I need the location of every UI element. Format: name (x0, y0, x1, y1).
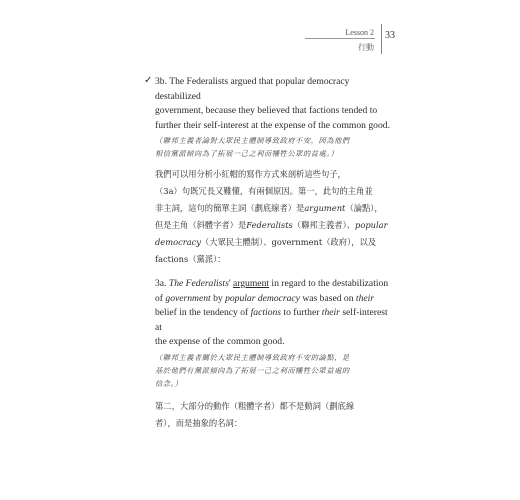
example-3a-translation-3: 信念。） (155, 378, 183, 388)
example-3a-line-2: of government by popular democracy was based on their (155, 292, 375, 304)
example-3a-line-1: 3a. The Federalists' argument in regard to the destabilization (155, 278, 389, 289)
example-3b (144, 75, 395, 160)
argument-italic: argument (304, 203, 346, 213)
analysis-line-3: 非主詞，這句的簡單主詞（劃底線者）是argument（論點）， (155, 203, 383, 213)
analysis-line-4: 但是主角（斜體字者）是Federalists（聯邦主義者）、popular (155, 220, 388, 230)
example-3b-translation-1: （聯邦主義者論對大眾民主體制導致政府不安，因為他們 (155, 136, 350, 145)
popular-italic: popular (355, 220, 388, 230)
lesson-label: Lesson 2 (345, 28, 374, 37)
analysis-line-2: （3a）句既冗長又難懂，有兩個原因。第一，此句的主角並 (155, 186, 373, 196)
analysis-line-5: democracy（大眾民主體制）、government（政府），以及 (155, 237, 377, 247)
example-3a-translation-2: 基於他們有黨派傾向為了拓展一己之利而犧牲公眾益處的 (155, 365, 350, 375)
example-3b-translation-2: 相信黨派傾向為了拓展一己之利而犧牲公眾的益處。） (155, 149, 339, 158)
second-point-line-1: 第二，大部分的動作（粗體字者）都不是動詞（劃底線 (155, 401, 355, 411)
header-rule (305, 38, 375, 39)
example-3b-line-3: further their self-interest at the expense of the common good. (155, 119, 390, 131)
second-point-paragraph (155, 398, 395, 432)
federalists-italic: Federalists (246, 220, 293, 230)
example-3a-line-4: the expense of the common good. (155, 336, 285, 347)
example-3a-translation-1: （聯邦主義者關於大眾民主體制導致政府不安的論點，是 (155, 352, 350, 362)
checkmark-icon: ✓ (144, 75, 153, 86)
analysis-line-6: factions（黨派）： (155, 254, 226, 264)
democracy-italic: democracy (155, 237, 201, 247)
example-3a (155, 277, 395, 390)
second-point-line-2: 者），而是抽象的名詞： (155, 418, 243, 428)
example-3a-line-3: belief in the tendency of factions to further their self-interest at (155, 307, 388, 333)
example-3b-line-2: government, because they believed that factions tended to (155, 105, 378, 116)
topic-label: 行動 (358, 43, 374, 52)
header-divider (381, 24, 382, 54)
analysis-line-1: 我們可以用分析小紅帽的寫作方式來剖析這些句子， (155, 169, 346, 179)
example-3b-line-1: 3b. The Federalists argued that popular democracy destabilized (155, 76, 350, 102)
analysis-paragraph (155, 166, 395, 268)
page-number: 33 (385, 30, 395, 41)
argument-underlined: argument (232, 278, 270, 289)
